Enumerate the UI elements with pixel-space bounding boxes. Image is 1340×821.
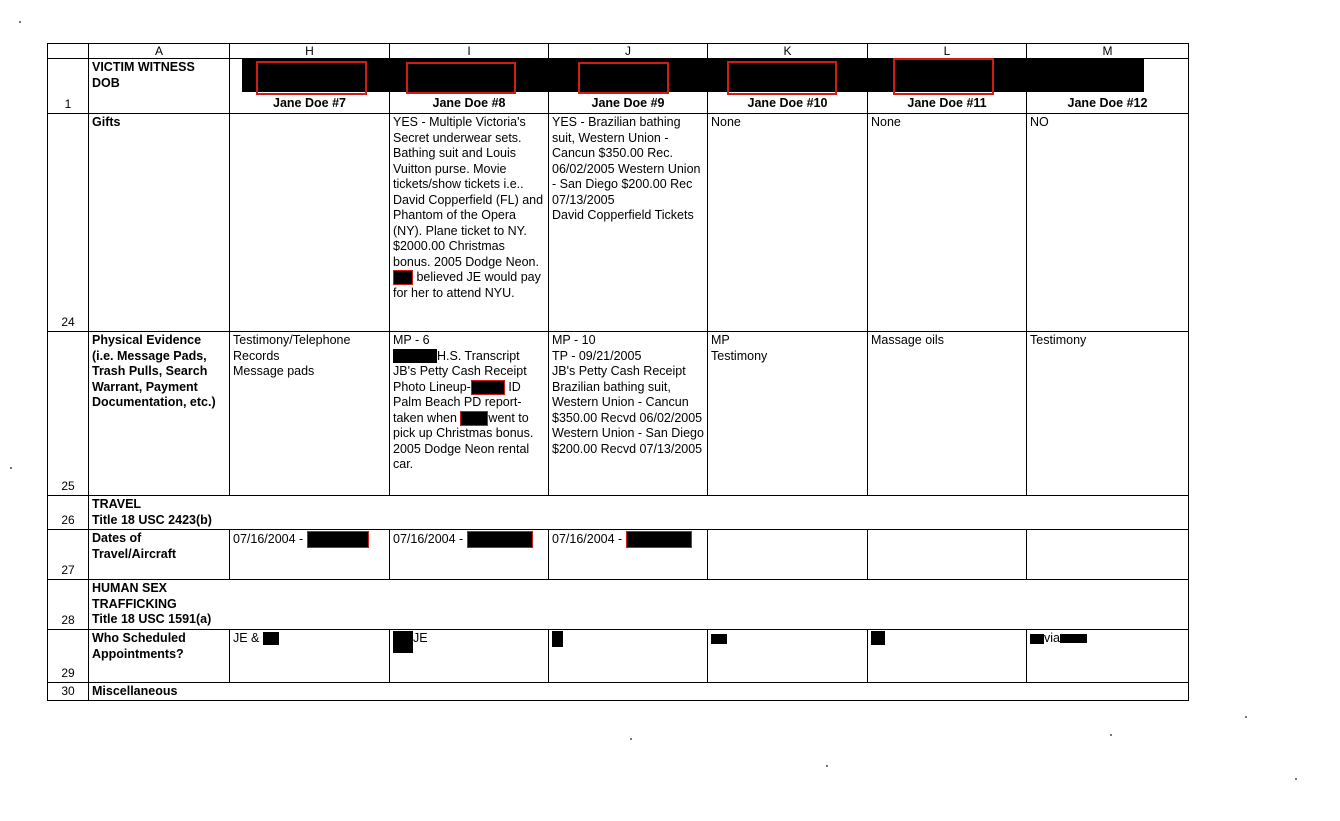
scan-speck xyxy=(1110,734,1112,736)
row-number: 25 xyxy=(48,332,89,496)
row-number: 28 xyxy=(48,580,89,630)
victim-name-l: Jane Doe #11 xyxy=(868,59,1027,114)
redaction-outline xyxy=(727,61,837,95)
redaction-outline xyxy=(893,58,994,95)
redaction-outline xyxy=(256,61,367,95)
travel-cell-l xyxy=(868,530,1027,580)
travel-date: 07/16/2004 - xyxy=(552,531,623,546)
redaction-box xyxy=(460,411,488,426)
scheduled-text: via xyxy=(1044,631,1060,645)
evidence-cell-h: Testimony/Telephone Records Message pads xyxy=(230,332,390,496)
evidence-cell-k: MP Testimony xyxy=(708,332,868,496)
evidence-line: Palm Beach PD report- xyxy=(393,395,522,409)
redaction-box xyxy=(626,531,692,548)
victim-name-j: Jane Doe #9 xyxy=(549,59,708,114)
redaction-box xyxy=(393,349,437,363)
table-row-26 xyxy=(48,496,1189,530)
row-number: 30 xyxy=(48,683,89,701)
scan-speck xyxy=(826,765,828,767)
evidence-cell-m: Testimony xyxy=(1027,332,1189,496)
physical-evidence-label: Physical Evidence (i.e. Message Pads, Trash Pulls, Search Warrant, Payment Documentation, etc.) xyxy=(89,332,230,496)
column-header-h: H xyxy=(230,44,390,59)
redaction-box xyxy=(393,270,413,285)
scheduled-cell-i xyxy=(390,630,549,683)
redaction-box xyxy=(552,631,563,647)
scheduled-cell-j xyxy=(549,630,708,683)
redaction-box xyxy=(871,631,885,645)
gifts-cell-j: YES - Brazilian bathing suit, Western Union - Cancun $350.00 Rec. 06/02/2005 Western Union - San Diego $200.00 Rec 07/13/2005 David Copperfield Tickets xyxy=(549,114,708,332)
evidence-cell-i xyxy=(390,332,549,496)
column-header-a: A xyxy=(89,44,230,59)
redaction-outline xyxy=(406,62,516,94)
gifts-text: YES - Multiple Victoria's Secret underwear sets. Bathing suit and Louis Vuitton purse. Movie tickets/show tickets i.e.. David Copperfield (FL) and Phantom of the Opera (NY). Plane ticket to NY. $2000.00 Christmas bonus. 2005 Dodge Neon. xyxy=(393,115,544,269)
scheduled-text: JE xyxy=(413,631,428,645)
victim-name-k: Jane Doe #10 xyxy=(708,59,868,114)
scan-speck xyxy=(10,467,12,469)
evidence-text: taken when xyxy=(393,410,457,425)
evidence-cell-j: MP - 10 TP - 09/21/2005 JB's Petty Cash Receipt Brazilian bathing suit, Western Union - Cancun $350.00 Recvd 06/02/2005 Western Union - San Diego $200.00 Recvd 07/13/2005 xyxy=(549,332,708,496)
redaction-box xyxy=(1030,634,1044,644)
travel-section-label xyxy=(89,496,1189,530)
evidence-line xyxy=(393,411,545,427)
label-line: HUMAN SEX xyxy=(92,581,168,595)
travel-cell-i xyxy=(390,530,549,580)
label-line: Title 18 USC 2423(b) xyxy=(92,512,212,527)
victim-name-i: Jane Doe #8 xyxy=(390,59,549,114)
redaction-box xyxy=(711,634,727,644)
redaction-outline xyxy=(578,62,669,94)
table-row-29 xyxy=(48,630,1189,683)
evidence-line xyxy=(393,380,545,396)
label-line: VICTIM WITNESS xyxy=(92,60,195,74)
gifts-text-tail: believed JE would pay for her to attend NYU. xyxy=(393,270,541,300)
travel-cell-m xyxy=(1027,530,1189,580)
evidence-text: went to xyxy=(488,410,529,425)
redaction-box xyxy=(467,531,533,548)
trafficking-section-label xyxy=(89,580,1189,630)
evidence-text: Photo Lineup- xyxy=(393,379,471,394)
miscellaneous-label: Miscellaneous xyxy=(89,683,1189,701)
redaction-box xyxy=(307,531,369,548)
scan-speck xyxy=(630,738,632,740)
victim-name-m: Jane Doe #12 xyxy=(1027,59,1189,114)
evidence-text: ID xyxy=(508,379,521,394)
row-number: 24 xyxy=(48,114,89,332)
scheduled-cell-k xyxy=(708,630,868,683)
label-line: DOB xyxy=(92,75,120,90)
redaction-box xyxy=(263,632,279,645)
scheduled-cell-l xyxy=(868,630,1027,683)
header-redaction-bar xyxy=(242,58,1144,92)
column-header-i: I xyxy=(390,44,549,59)
label-line: Title 18 USC 1591(a) xyxy=(92,612,212,626)
gifts-cell-k: None xyxy=(708,114,868,332)
row-number: 29 xyxy=(48,630,89,683)
victim-name-h: Jane Doe #7 xyxy=(230,59,390,114)
table-row-27 xyxy=(48,530,1189,580)
redaction-box xyxy=(471,380,505,395)
travel-cell-j xyxy=(549,530,708,580)
table-row-28 xyxy=(48,580,1189,630)
gifts-label: Gifts xyxy=(89,114,230,332)
scheduled-cell-m xyxy=(1027,630,1189,683)
gifts-cell-h xyxy=(230,114,390,332)
travel-date: 07/16/2004 - xyxy=(233,531,304,546)
travel-cell-h xyxy=(230,530,390,580)
travel-cell-k xyxy=(708,530,868,580)
gifts-cell-i xyxy=(390,114,549,332)
scheduled-label: Who Scheduled Appointments? xyxy=(89,630,230,683)
column-header-l: L xyxy=(868,44,1027,59)
redaction-box xyxy=(1060,634,1087,643)
evidence-line: pick up Christmas bonus. 2005 Dodge Neon rental car. xyxy=(393,426,534,471)
table-row-24 xyxy=(48,114,1189,332)
evidence-text: H.S. Transcript xyxy=(437,348,520,363)
scan-speck xyxy=(19,21,21,23)
evidence-line: JB's Petty Cash Receipt xyxy=(393,364,527,378)
scheduled-text: JE & xyxy=(233,631,260,645)
column-header-m: M xyxy=(1027,44,1189,59)
redaction-box xyxy=(393,631,413,653)
column-header-k: K xyxy=(708,44,868,59)
gifts-cell-m: NO xyxy=(1027,114,1189,332)
victim-witness-label xyxy=(89,59,230,114)
evidence-cell-l: Massage oils xyxy=(868,332,1027,496)
scan-speck xyxy=(1295,778,1297,780)
corner-cell xyxy=(48,44,89,59)
column-header-row xyxy=(48,44,1189,59)
travel-date: 07/16/2004 - xyxy=(393,531,464,546)
column-header-j: J xyxy=(549,44,708,59)
evidence-line: MP - 6 xyxy=(393,333,430,347)
table-row-25 xyxy=(48,332,1189,496)
row-number: 1 xyxy=(48,59,89,114)
label-line: TRAFFICKING xyxy=(92,596,177,611)
scan-speck xyxy=(1245,716,1247,718)
evidence-table xyxy=(47,43,1189,701)
spreadsheet xyxy=(47,43,1188,719)
table-row-30 xyxy=(48,683,1189,701)
gifts-cell-l: None xyxy=(868,114,1027,332)
label-line: TRAVEL xyxy=(92,497,142,511)
evidence-line xyxy=(393,349,545,365)
travel-dates-label: Dates of Travel/Aircraft xyxy=(89,530,230,580)
scheduled-cell-h xyxy=(230,630,390,683)
row-number: 26 xyxy=(48,496,89,530)
row-number: 27 xyxy=(48,530,89,580)
